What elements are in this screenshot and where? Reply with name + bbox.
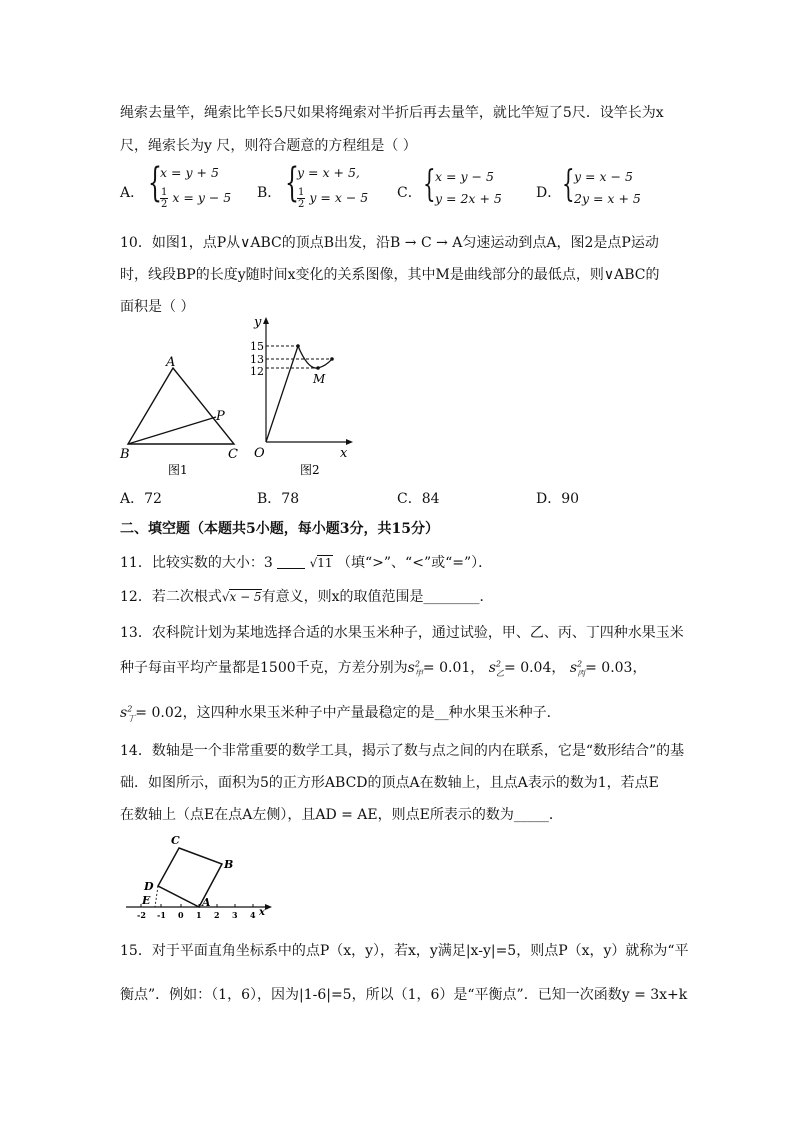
tick-12: 12: [250, 365, 264, 378]
q11-suffix: （填“>”、“<”或“=”）．: [337, 555, 493, 571]
q10-option-a: A．72: [120, 491, 162, 507]
q13-v4: = 0.02，这四种水果玉米种子中产量最稳定的是__种水果玉米种子．: [135, 705, 561, 721]
triangle-abc: [128, 368, 234, 444]
label-p: P: [216, 409, 225, 424]
q13-s-bing: $s^2_丙$: [569, 659, 586, 678]
q13-v2: = 0.04，: [504, 660, 566, 676]
q10-option-b: B．78: [257, 491, 300, 507]
q9-option-c-system: { x = y − 5 y = 2x + 5: [423, 164, 502, 206]
q10-line-1: 10．如图1，点P从∨ABC的顶点B出发，沿B → C → A匀速运动到点A，图2是点P运动: [120, 235, 659, 251]
label-c: C: [228, 447, 238, 462]
q9-option-d-system: { y = x − 5 2y = x + 5: [562, 164, 641, 206]
q9-option-a-system: { x = y + 5 $\frac{1}{2}$ x = y − 5: [148, 160, 232, 210]
q13-line-2-text: 种子每亩平均产量都是1500千克，方差分别为: [120, 660, 408, 676]
q15-line-1: 15．对于平面直角坐标系中的点P（x，y），若x，y满足|x-y|=5，则点P（x，y）就称为“平: [120, 943, 689, 959]
q11-prefix: 11．比较实数的大小：3: [120, 555, 278, 571]
dashed-ae: [155, 886, 158, 907]
label-b: B: [224, 858, 234, 871]
y-axis-arrow: [263, 317, 269, 324]
q14-figure: [118, 830, 278, 922]
tick-label-2: 2: [214, 910, 220, 920]
point-peak: [296, 344, 300, 348]
tick-label-3: 3: [232, 910, 238, 920]
q9-option-b-system: { y = x + 5, $\frac{1}{2}$ y = x − 5: [285, 160, 369, 210]
q9-option-b-label: B．: [257, 185, 282, 201]
q13-line-3: [120, 702, 561, 724]
label-y: y: [254, 315, 262, 330]
tick-label-1: 1: [196, 910, 202, 920]
q11-line: [120, 552, 492, 572]
q10-figure-2: [246, 314, 366, 484]
q13-v3: = 0.03，: [585, 660, 647, 676]
q9-option-c-label: C．: [397, 185, 422, 201]
q9-option-d-label: D．: [536, 185, 562, 201]
label-o: O: [254, 446, 265, 461]
q15-line-2: 衡点”．例如：（1，6），因为|1-6|=5，所以（1，6）是“平衡点”．已知一次函数y = 3x+k: [120, 987, 688, 1003]
section-2-heading: 二、填空题（本题共5小题，每小题3分，共15分）: [120, 521, 439, 537]
tick-label-4: 4: [250, 910, 256, 920]
q10-line-3: 面积是（ ）: [120, 299, 195, 315]
label-a: A: [166, 355, 176, 370]
label-d: D: [144, 880, 154, 893]
q13-line-1: 13．农科院计划为某地选择合适的水果玉米种子，通过试验，甲、乙、丙、丁四种水果玉米: [120, 625, 684, 641]
q12-sqrt: √x − 5: [221, 590, 262, 604]
q10-option-d: D．90: [536, 491, 580, 507]
q11-answer-blank: [277, 554, 305, 569]
label-x: x: [340, 446, 348, 461]
q9-line-2: 尺，绳索长为y 尺，则符合题意的方程组是（ ）: [120, 138, 417, 154]
q11-sqrt: √11: [309, 556, 333, 570]
tick-15: 15: [250, 340, 264, 353]
q14-line-1: 14．数轴是一个非常重要的数学工具，揭示了数与点之间的内在联系，它是“数形结合”的基: [120, 743, 685, 759]
label-e: E: [142, 894, 151, 907]
q13-line-2: [120, 657, 646, 679]
q12-prefix: 12．若二次根式: [120, 589, 222, 605]
tick-label-m2: -2: [137, 910, 146, 920]
q13-s-yi: $s^2_乙$: [488, 659, 505, 678]
q10-line-2: 时，线段BP的长度y随时间x变化的关系图像，其中M是曲线部分的最低点，则∨ABC的: [120, 267, 660, 283]
q14-line-3: 在数轴上（点E在点A左侧），且AD = AE，则点E所表示的数为_____．: [120, 807, 563, 823]
label-x: x: [259, 907, 265, 918]
q9-line-1: 绳索去量竿，绳索比竿长5尺如果将绳索对半折后再去量竿，就比竿短了5尺．设竿长为x: [120, 105, 664, 121]
q13-s-ding: $s^2_丁$: [120, 704, 136, 723]
q10-option-c: C．84: [397, 491, 440, 507]
label-a: A: [202, 896, 211, 909]
tick-13: 13: [250, 353, 264, 366]
label-c: C: [171, 834, 180, 847]
q13-v1: = 0.01，: [422, 660, 485, 676]
label-b: B: [120, 447, 130, 462]
square-abcd: [158, 848, 222, 907]
point-m: [316, 366, 320, 370]
q11-radicand: 11: [317, 556, 333, 570]
tick-label-m1: -1: [157, 910, 166, 920]
q12-suffix: 有意义，则x的取值范围是________．: [261, 589, 494, 605]
q14-line-2: 础．如图所示，面积为5的正方形ABCD的顶点A在数轴上，且点A表示的数为1，若点E: [120, 775, 659, 791]
caption-fig2: 图2: [300, 463, 320, 477]
q12-line: [120, 586, 493, 606]
q10-figure-1: [118, 352, 248, 482]
x-axis-arrow: [346, 439, 353, 445]
q13-s-jia: $s^2_甲$: [407, 659, 423, 678]
q9-option-a-label: A．: [120, 185, 145, 201]
q12-radicand: x − 5: [229, 590, 262, 604]
number-line-arrow: [265, 904, 272, 910]
label-m: M: [313, 372, 326, 386]
caption-fig1: 图1: [168, 463, 188, 477]
graph-curve: [266, 346, 332, 442]
point-end: [330, 357, 334, 361]
tick-label-0: 0: [178, 910, 184, 920]
